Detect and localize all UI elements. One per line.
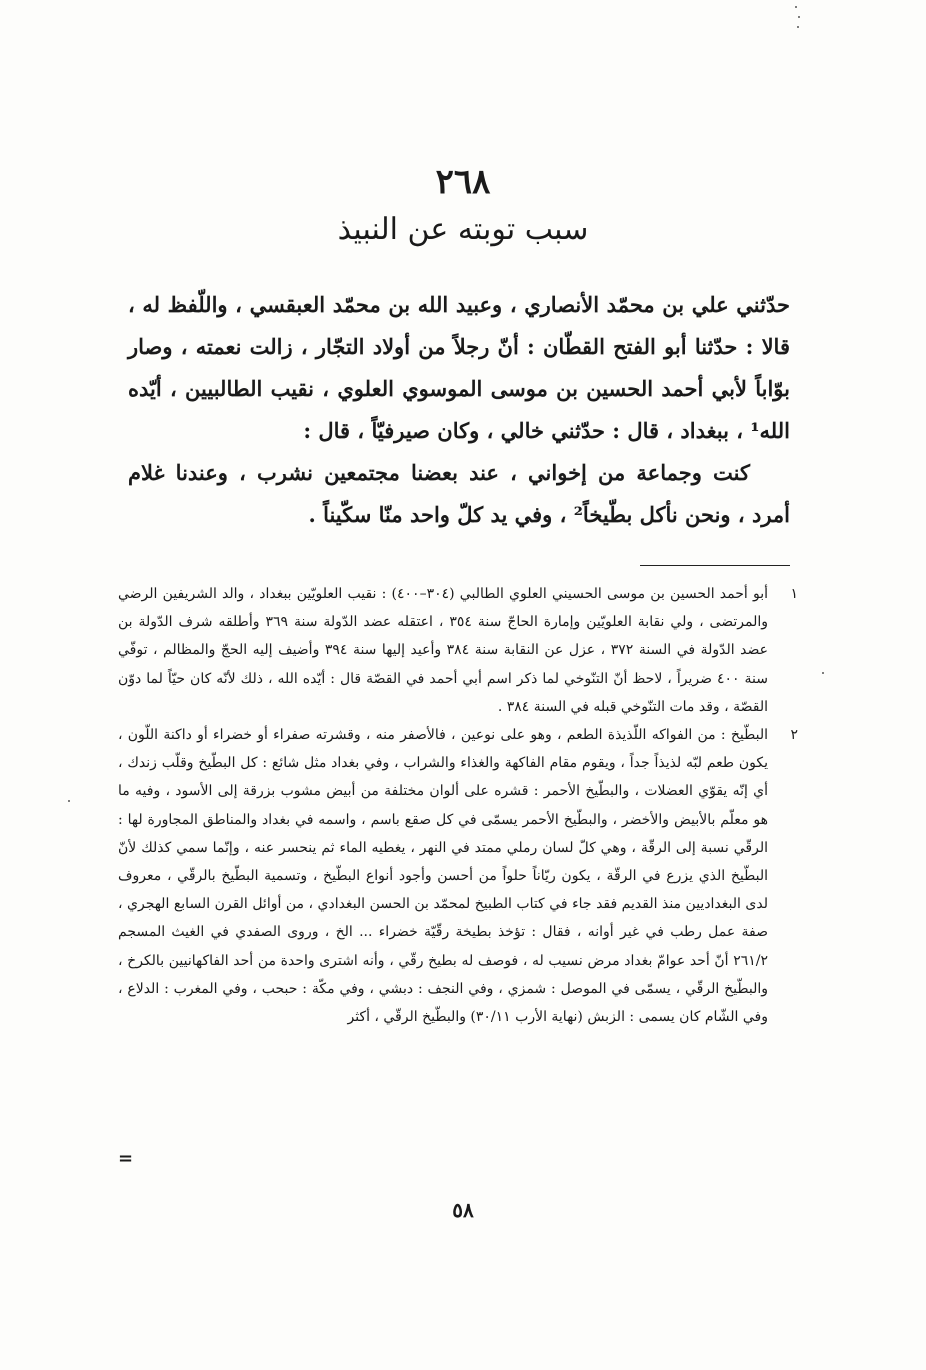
footnote-text: البطّيخ : من الفواكه اللّذيذة الطعم ، وهو على نوعين ، فالأصفر منه ، وقشرته صفراء أو خضراء أو داكنة اللّون ، يكون طعم لبّه لذيذاً جداً ، ويقوم مقام الفاكهة والغذاء والشراب ، وفي بغداد مثل شائع : كل البطّيخ وقلّب زندك ، أي إنّه يقوّي العضلات ، والبطّيخ الأحمر : قشره على ألوان مختلفة من أبيض مشوب بزرقة إلى الأسود ، وفيه ما هو معلّم بالأبيض والأخضر ، والبطّيخ الأحمر يسمّى في كل صقع باسم ، واسمه في بغداد والمناطق المجاورة لها : الرقّي نسبة إلى الرقّة ، وهي كلّ لسان رملي ممتد في النهر ، يغطيه الماء ثم ينحسر عنه ، وإنّما سمي كذلك لأنّ البطّيخ الذي يزرع في الرقّة ، يكون ريّاناً حلواً من أحسن وأجود أنواع البطّيخ ، وتسمية البطّيخ بالرقّي ، معروف لدى البغداديين منذ القديم فقد جاء في كتاب الطبيخ لمحمّد بن الحسن البغدادي ، من أوائل القرن السابع الهجري ، صفة عمل رطب في غير أوانه ، فقال : تؤخذ بطيخة رقّيّة خضراء ... الخ ، وروى الصفدي في الغيث المسجم ٢٦١/٢ أنّ أحد عوامّ بغداد مرض نسيب له ، فوصف له بطيخ رقّي ، وأنه اشترى واحدة من أحد الفاكهانيين بالكرخ ، والبطّيخ الرقّي ، يسمّى في الموصل : شمزي ، وفي النجف : دبشي ، وفي مكّة : حبحب ، وفي المغرب : الدلاع ، وفي الشّام كان يسمى : الزبش (نهاية الأرب ٣٠/١١) والبطّيخ الرقّي ، أكثر — [118, 727, 768, 1026]
footnote-number: ٢ — [790, 727, 798, 744]
main-text — [128, 284, 790, 536]
scan-speck — [797, 26, 799, 28]
footnote-text: أبو أحمد الحسين بن موسى الحسيني العلوي الطالبي (٣٠٤–٤٠٠) : نقيب العلويّين ببغداد ، والد الشريفين الرضي والمرتضى ، ولي نقابة العلويّين وإمارة الحاجّ سنة ٣٥٤ ، اعتقله عضد الدّولة سنة ٣٦٩ وأطلقه شرف الدّولة بن عضد الدّولة في السنة ٣٧٢ ، عزل عن النقابة سنة ٣٨٤ وأعيد إليها سنة ٣٩٤ وأضيف إليه الحجّ والمظالم ، توفّي سنة ٤٠٠ ضريراً ، لاحظ أنّ التنّوخي لما ذكر اسم أبي أحمد في القصّة قال : أيّده الله ، ذلك لأنّه كان حيّاً لما دوّن القصّة ، وقد مات التنّوخي قبله في السنة ٣٨٤ . — [118, 586, 769, 715]
scan-speck — [795, 6, 797, 8]
footnotes — [118, 580, 798, 1031]
footnote-number: ١ — [790, 586, 798, 602]
story-title: سبب توبته عن النبيذ — [337, 212, 589, 247]
story-number: ٢٦٨ — [435, 162, 491, 202]
footnote-separator — [640, 565, 790, 566]
footnote — [118, 580, 798, 721]
page-number: ٥٨ — [452, 1198, 474, 1222]
footnote — [118, 721, 798, 1031]
scan-speck — [822, 672, 824, 674]
scan-speck — [798, 16, 800, 18]
scan-speck — [68, 800, 70, 802]
continuation-mark: = — [118, 1148, 134, 1169]
main-paragraph: كنت وجماعة من إخواني ، عند بعضنا مجتمعين نشرب ، وعندنا غلام أمرد ، ونحن نأكل بطّيخاً² ، وفي يد كلّ واحد منّا سكّيناً . — [128, 460, 790, 527]
main-paragraph: حدّثني علي بن محمّد الأنصاري ، وعبيد الله بن محمّد العبقسي ، واللّفظ له ، قالا : حدّثنا أبو الفتح القطّان : أنّ رجلاً من أولاد التجّار ، زالت نعمته ، وصار بوّاباً لأبي أحمد الحسين بن موسى الموسوي العلوي ، نقيب الطالبيين ، أيّده الله¹ ، ببغداد ، قال : حدّثني خالي ، وكان صيرفيّاً ، قال : — [128, 292, 790, 443]
